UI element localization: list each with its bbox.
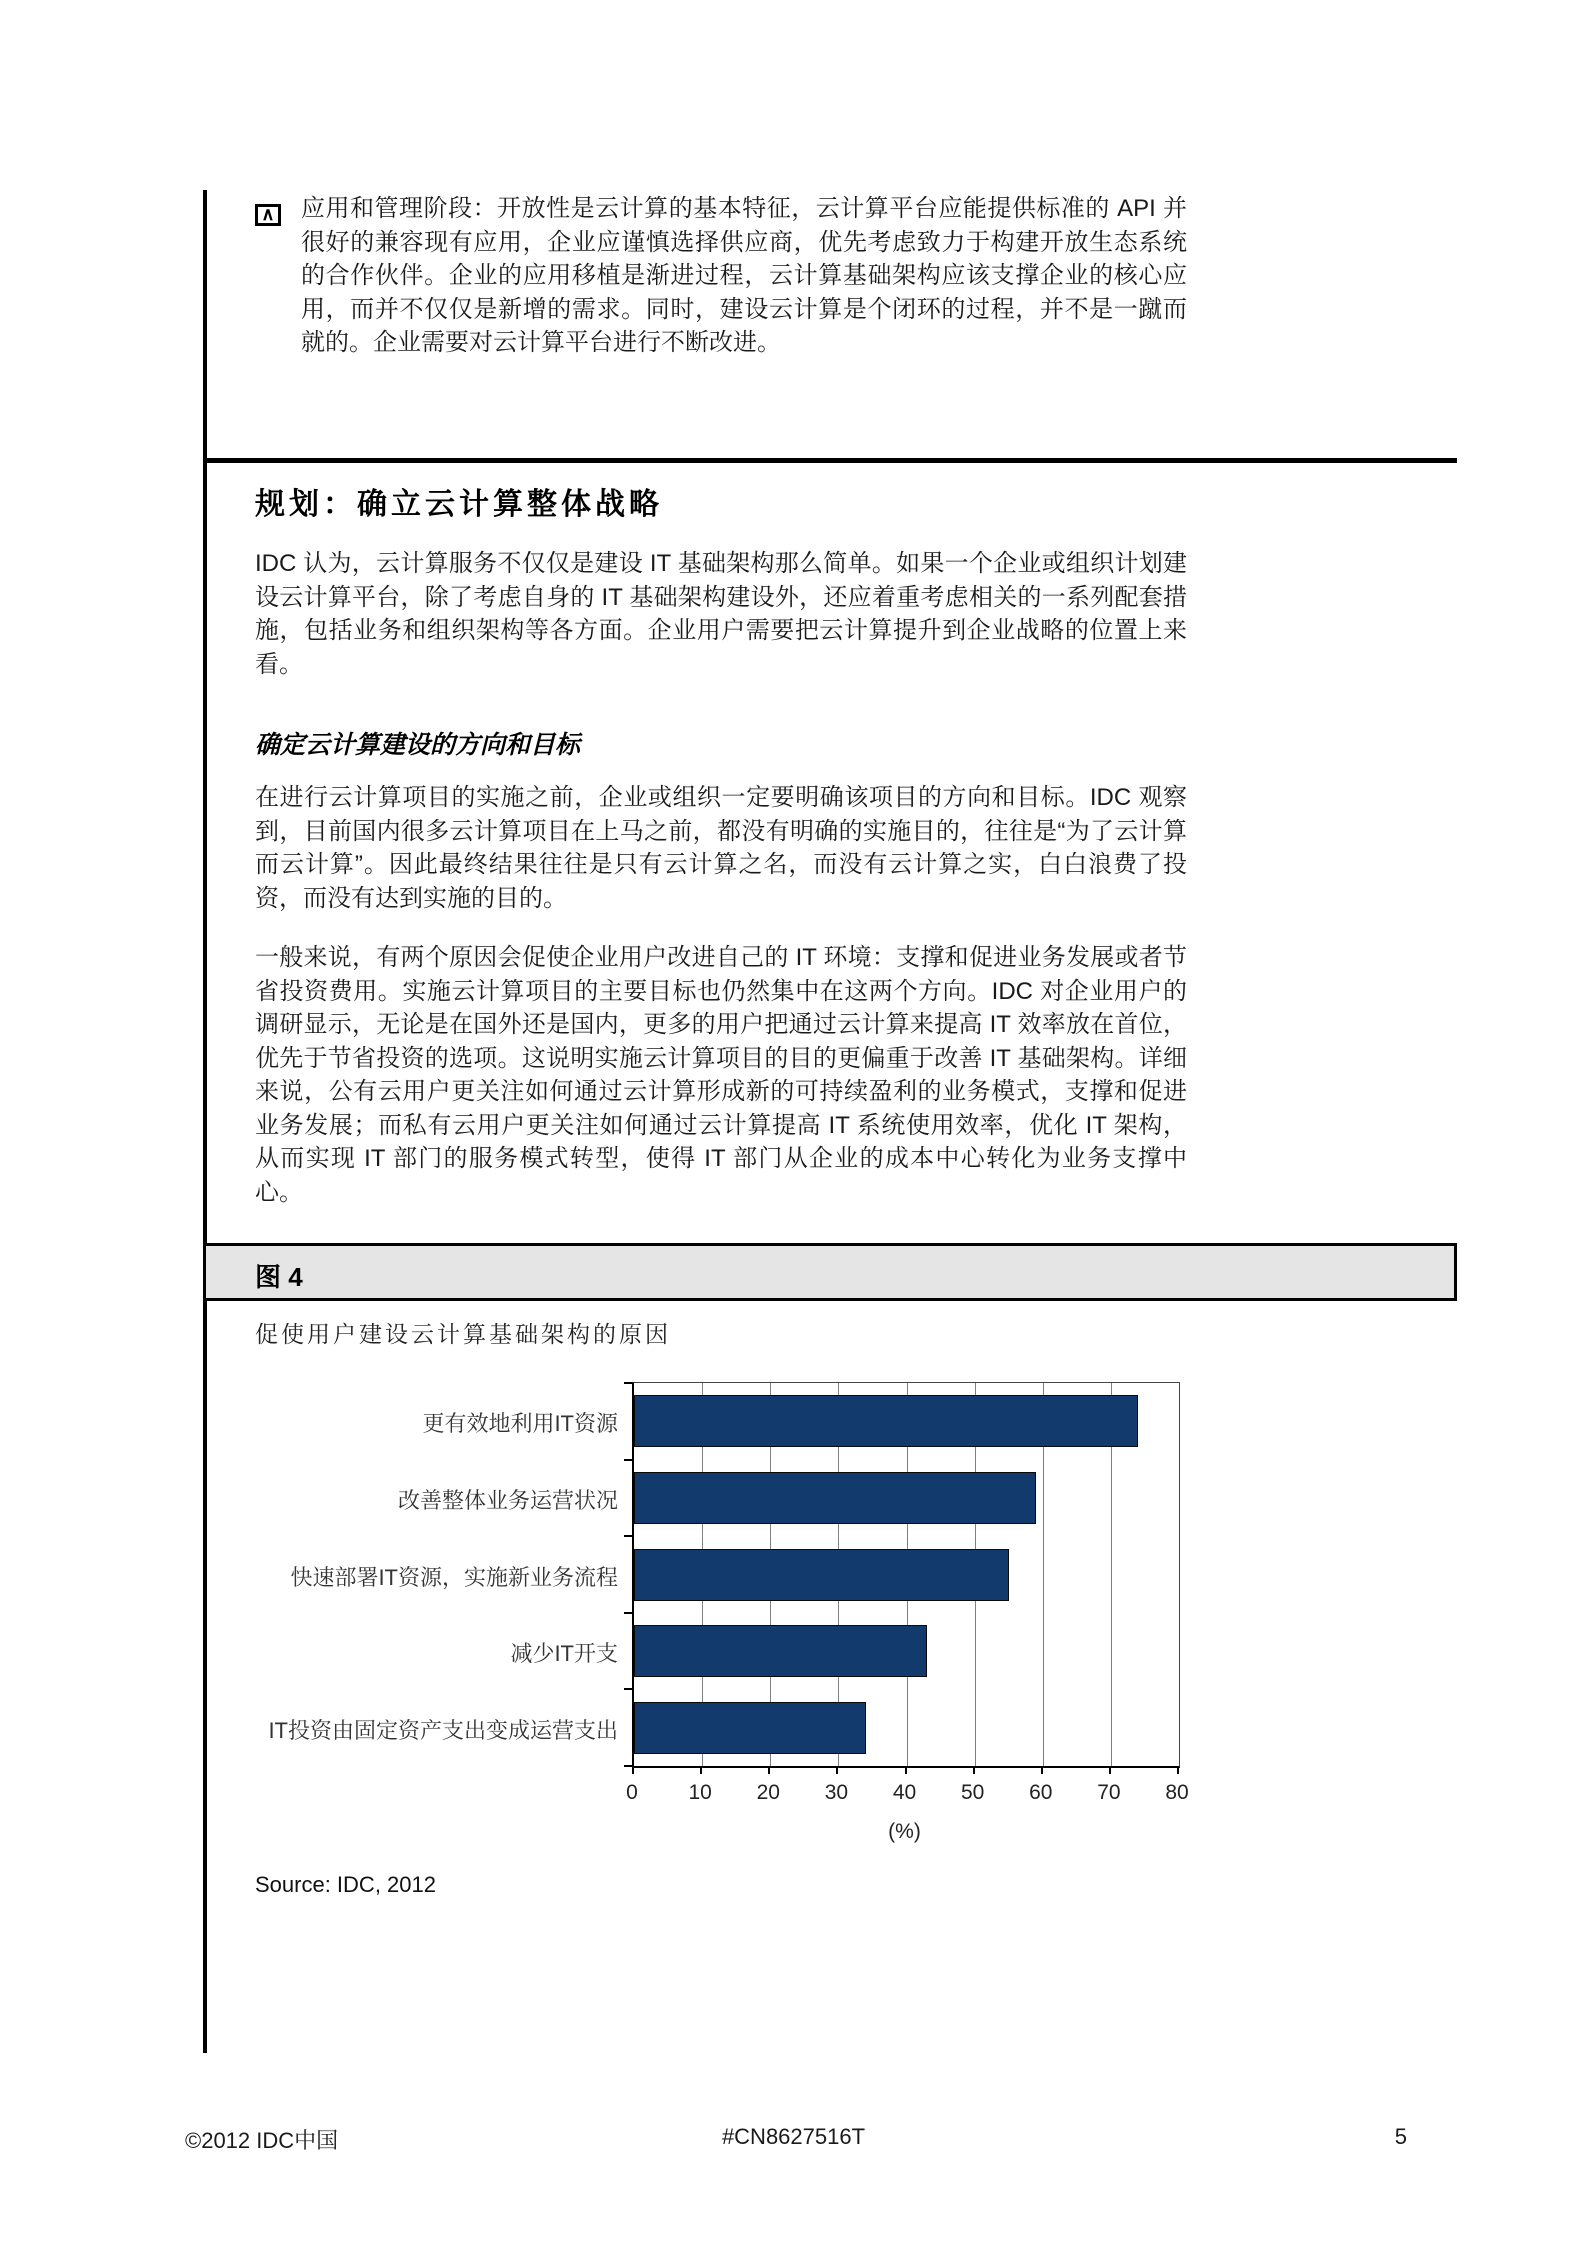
chart-x-tick [905, 1766, 907, 1774]
chart-category-label: 快速部署IT资源，实施新业务流程 [290, 1564, 618, 1590]
figure-number-label: 图 4 [255, 1262, 303, 1292]
chart-bar [634, 1549, 1009, 1601]
chart-y-tick [624, 1535, 632, 1537]
figure-banner [203, 1243, 1457, 1301]
chart-x-tick-label: 60 [1029, 1781, 1053, 1804]
section-divider [203, 458, 1457, 463]
chart-y-tick [624, 1382, 632, 1384]
chart-x-tick [1109, 1766, 1111, 1774]
subsection-heading: 确定云计算建设的方向和目标 [255, 731, 581, 759]
footer-doc-id: #CN8627516T [721, 2124, 866, 2149]
chart-x-tick [1177, 1766, 1179, 1774]
paragraph-3: 一般来说，有两个原因会促使企业用户改进自己的 IT 环境：支撑和促进业务发展或者节省投资费用。实施云计算项目的主要目标也仍然集中在这两个方向。IDC 对企业用户的调研显示，无论是在国外还是国内，更多的用户把通过云计算来提高 IT 效率放在首位，优先于节省投资的选项。这说明实施云计算项目的目的更偏重于改善 IT 基础架构。详细来说，公有云用户更关注如何通过云计算形成新的可持续盈利的业务模式，支撑和促进业务发展；而私有云用户更关注如何通过云计算提高 IT 系统使用效率，优化 IT 架构，从而实现 IT 部门的服务模式转型，使得 IT 部门从企业的成本中心转化为业务支撑中心。 [255, 944, 1187, 1206]
chart-bar [634, 1395, 1138, 1447]
chart-bar [634, 1472, 1036, 1524]
page-footer [0, 2124, 1587, 2154]
chart-x-tick [768, 1766, 770, 1774]
chart-x-tick-label: 50 [960, 1781, 985, 1804]
chart-y-tick [624, 1765, 632, 1767]
chart-category-label: IT投资由固定资产支出变成运营支出 [268, 1717, 618, 1743]
chart-x-tick [836, 1766, 838, 1774]
paragraph-1: IDC 认为，云计算服务不仅仅是建设 IT 基础架构那么简单。如果一个企业或组织计划建设云计算平台，除了考虑自身的 IT 基础架构建设外，还应着重考虑相关的一系列配套措施，包括业务和组织架构等各方面。企业用户需要把云计算提升到企业战略的位置上来看。 [255, 550, 1187, 678]
bullet-paragraph: 应用和管理阶段：开放性是云计算的基本特征，云计算平台应能提供标准的 API 并很好的兼容现有应用，企业应谨慎选择供应商，优先考虑致力于构建开放生态系统的合作伙伴。企业的应用移植是渐进过程，云计算基础架构应该支撑企业的核心应用，而并不仅仅是新增的需求。同时，建设云计算是个闭环的过程，并不是一蹴而就的。企业需要对云计算平台进行不断改进。 [301, 195, 1187, 356]
chart-x-tick-label: 30 [824, 1781, 849, 1804]
section-heading: 规划：确立云计算整体战略 [255, 488, 663, 521]
chart-category-label: 更有效地利用IT资源 [422, 1411, 618, 1437]
chart-category-label: 改善整体业务运营状况 [397, 1487, 618, 1513]
bullet-checkbox-icon: ∧ [255, 204, 281, 226]
chart-plot-area [632, 1382, 1180, 1768]
figure-title: 促使用户建设云计算基础架构的原因 [255, 1321, 671, 1347]
chart-y-tick [624, 1612, 632, 1614]
chart-x-tick-label: 80 [1165, 1781, 1189, 1804]
chart-x-tick-label: 10 [688, 1781, 712, 1804]
chart-bar [634, 1625, 927, 1677]
chart-x-tick-label: 20 [756, 1781, 780, 1804]
chart-x-tick [973, 1766, 975, 1774]
chart-x-tick [632, 1766, 634, 1774]
chart-x-tick-label: 0 [626, 1781, 638, 1804]
chart-bar [634, 1702, 866, 1754]
chart-x-tick-label: 40 [892, 1781, 917, 1804]
paragraph-2: 在进行云计算项目的实施之前，企业或组织一定要明确该项目的方向和目标。IDC 观察到，目前国内很多云计算项目在上马之前，都没有明确的实施目的，往往是“为了云计算而云计算”。因此最终结果往往是只有云计算之名，而没有云计算之实，白白浪费了投资，而没有达到实施的目的。 [255, 784, 1187, 912]
chart-y-tick [624, 1459, 632, 1461]
chart-x-tick [1041, 1766, 1043, 1774]
chart-x-tick-label: 70 [1097, 1781, 1121, 1804]
figure-source: Source: IDC, 2012 [255, 1872, 436, 1897]
footer-copyright: ©2012 IDC中国 [185, 2128, 339, 2153]
chart-x-tick [700, 1766, 702, 1774]
bar-chart [0, 1382, 1587, 1882]
chart-y-tick [624, 1688, 632, 1690]
footer-page-number: 5 [1394, 2124, 1407, 2149]
chart-x-axis-label: (%) [888, 1820, 921, 1843]
chart-category-label: 减少IT开支 [510, 1641, 618, 1667]
